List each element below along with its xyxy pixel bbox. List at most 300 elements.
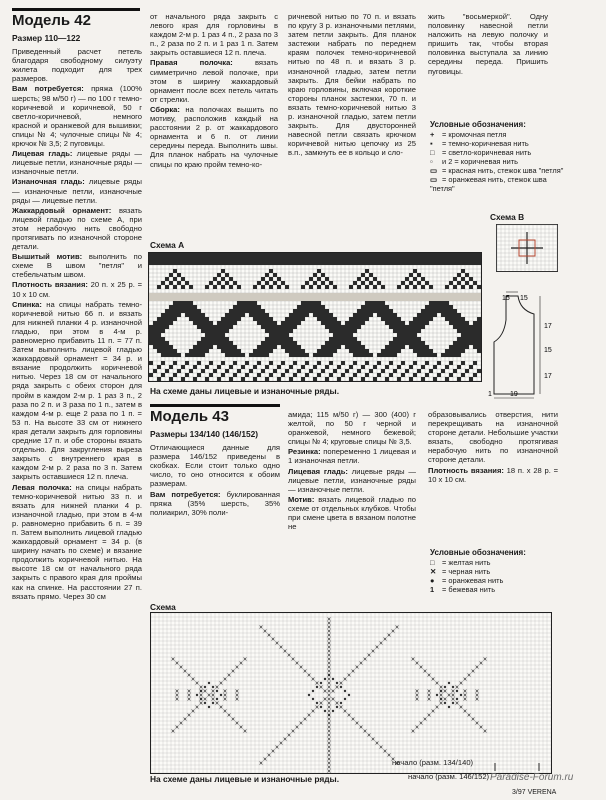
scheme-a-cell	[189, 317, 193, 321]
scheme-a-cell	[477, 341, 481, 345]
scheme-a-cell	[337, 297, 341, 301]
col2-paragraph	[150, 12, 278, 57]
scheme-a-cell	[201, 349, 205, 353]
legend-43-item	[430, 558, 560, 567]
m43-dot	[340, 686, 342, 688]
scheme-a-cell	[173, 301, 177, 305]
scheme-a-cell	[293, 373, 297, 377]
scheme-a-cell	[205, 285, 209, 289]
scheme-a-cell	[425, 317, 429, 321]
scheme-a-cell	[405, 333, 409, 337]
scheme-a-cell	[193, 353, 197, 357]
m43-cross	[312, 710, 315, 713]
dim-top2: 15	[520, 295, 528, 302]
legend-42-symbol: ▭	[430, 175, 437, 184]
scheme-a-cell	[185, 309, 189, 313]
scheme-a-cell	[417, 297, 421, 301]
scheme-a-cell	[369, 273, 373, 277]
scheme-a-cell	[413, 285, 417, 289]
scheme-a-cell	[365, 305, 369, 309]
scheme-a-cell	[397, 297, 401, 301]
scheme-a-cell	[309, 257, 313, 261]
scheme-a-cell	[149, 297, 153, 301]
scheme-a-cell	[449, 313, 453, 317]
scheme-a-cell	[413, 337, 417, 341]
m43-cross	[432, 710, 435, 713]
scheme-a-cell	[433, 301, 437, 305]
scheme-a-cell	[225, 253, 229, 257]
scheme-a-cell	[245, 261, 249, 265]
scheme-a-cell	[405, 369, 409, 373]
scheme-a-cell	[429, 293, 433, 297]
scheme-a-cell	[305, 353, 309, 357]
m43-cross	[264, 758, 267, 761]
scheme-a-cell	[421, 313, 425, 317]
scheme-a-cell	[257, 297, 261, 301]
m43-cross	[480, 662, 483, 665]
scheme-a-cell	[313, 281, 317, 285]
m42-text: лицевые ряды — изнаночные петли, изнаночные ряды — лицевые петли.	[12, 177, 142, 205]
scheme-a-cell	[473, 281, 477, 285]
scheme-a-cell	[373, 285, 377, 289]
scheme-a-cell	[313, 309, 317, 313]
scheme-a-cell	[313, 253, 317, 257]
scheme-a-cell	[261, 309, 265, 313]
scheme-a-cell	[237, 317, 241, 321]
scheme-a-cell	[393, 297, 397, 301]
legend-43-item	[430, 567, 560, 576]
m43-cross	[416, 698, 419, 701]
scheme-a-cell	[293, 345, 297, 349]
scheme-a-cell	[405, 277, 409, 281]
scheme-a-cell	[461, 261, 465, 265]
scheme-a-cell	[197, 373, 201, 377]
scheme-a-cell	[421, 325, 425, 329]
m43-cross	[332, 698, 335, 701]
scheme-a-cell	[353, 361, 357, 365]
scheme-a-cell	[453, 257, 457, 261]
col4-paragraph	[428, 12, 548, 76]
scheme-a-cell	[385, 261, 389, 265]
scheme-a-cell	[321, 305, 325, 309]
legend-42-symbol: ▪	[430, 139, 433, 148]
scheme-a-cell	[265, 341, 269, 345]
m42-sections	[12, 84, 142, 600]
m43-dot	[336, 682, 338, 684]
m43-cross	[344, 678, 347, 681]
scheme-a-svg	[149, 253, 481, 381]
scheme-a-cell	[253, 377, 257, 381]
scheme-a-cell	[265, 313, 269, 317]
m43-cross	[432, 678, 435, 681]
start-label-134: начало (разм. 134/140)	[392, 758, 474, 767]
scheme-a-cell	[201, 317, 205, 321]
scheme-a-cell	[333, 257, 337, 261]
scheme-a-cell	[281, 281, 285, 285]
m43-dot	[212, 702, 214, 704]
scheme-a-cell	[277, 365, 281, 369]
scheme-a-cell	[273, 337, 277, 341]
m43-cross	[328, 630, 331, 633]
scheme-a-cell	[329, 353, 333, 357]
m43-cross	[328, 710, 331, 713]
scheme-a-cell	[161, 325, 165, 329]
scheme-a-cell	[317, 361, 321, 365]
scheme-a-cell	[445, 297, 449, 301]
m43-col2-lead: Лицевая гладь:	[288, 466, 348, 476]
scheme-a-cell	[437, 293, 441, 297]
scheme-a-cell	[453, 297, 457, 301]
scheme-a-cell	[465, 321, 469, 325]
scheme-a-cell	[477, 261, 481, 265]
scheme-a-cell	[153, 321, 157, 325]
scheme-a-cell	[417, 325, 421, 329]
scheme-a-cell	[161, 329, 165, 333]
scheme-a-cell	[461, 345, 465, 349]
scheme-a-cell	[169, 261, 173, 265]
scheme-a-cell	[345, 321, 349, 325]
scheme-a-cell	[397, 329, 401, 333]
m43-cross	[328, 670, 331, 673]
scheme-a-cell	[321, 353, 325, 357]
scheme-a-cell	[317, 305, 321, 309]
scheme-a-cell	[209, 253, 213, 257]
scheme-a-cell	[469, 285, 473, 289]
scheme-a-cell	[425, 261, 429, 265]
scheme-a-cell	[445, 261, 449, 265]
legend-42-item	[430, 130, 570, 139]
scheme-a-cell	[237, 353, 241, 357]
scheme-a-cell	[181, 309, 185, 313]
scheme-a-cell	[425, 373, 429, 377]
scheme-a-cell	[321, 257, 325, 261]
scheme-a-cell	[205, 317, 209, 321]
scheme-a-cell	[261, 257, 265, 261]
scheme-a-cell	[305, 253, 309, 257]
m43-cross	[200, 694, 203, 697]
m43-cross	[328, 638, 331, 641]
scheme-a-cell	[421, 261, 425, 265]
scheme-a-cell	[341, 261, 345, 265]
scheme-a-cell	[465, 329, 469, 333]
scheme-a-cell	[333, 341, 337, 345]
scheme-a-cell	[317, 353, 321, 357]
scheme-a-cell	[361, 317, 365, 321]
scheme-a-cell	[449, 353, 453, 357]
m43-scheme-svg	[151, 613, 551, 773]
scheme-a-cell	[165, 309, 169, 313]
scheme-a-cell	[349, 293, 353, 297]
m43-cross	[480, 726, 483, 729]
scheme-a-cell	[305, 361, 309, 365]
scheme-a-cell	[221, 341, 225, 345]
m43-cross	[436, 682, 439, 685]
scheme-a-cell	[293, 309, 297, 313]
scheme-a-cell	[285, 257, 289, 261]
scheme-a-cell	[197, 257, 201, 261]
scheme-a-cell	[153, 253, 157, 257]
col2-text: вязать симметрично левой полочке, при этом в ширину жаккардовый орнамент после всех петель читать от стрелки.	[150, 58, 278, 104]
scheme-a-cell	[173, 349, 177, 353]
scheme-a-cell	[465, 345, 469, 349]
scheme-a-cell	[313, 301, 317, 305]
scheme-a-cell	[177, 257, 181, 261]
scheme-a-cell	[157, 329, 161, 333]
scheme-a-cell	[457, 377, 461, 381]
scheme-a-cell	[285, 349, 289, 353]
scheme-a-cell	[453, 285, 457, 289]
scheme-a-cell	[409, 341, 413, 345]
scheme-a-cell	[349, 345, 353, 349]
scheme-a-cell	[285, 369, 289, 373]
scheme-a-cell	[329, 345, 333, 349]
scheme-a-cell	[301, 285, 305, 289]
scheme-a-cell	[405, 325, 409, 329]
scheme-a-cell	[213, 261, 217, 265]
scheme-a-cell	[409, 281, 413, 285]
scheme-a-cell	[417, 321, 421, 325]
scheme-a-cell	[269, 257, 273, 261]
legend-42-item	[430, 157, 570, 166]
scheme-a-cell	[429, 285, 433, 289]
scheme-a-cell	[313, 377, 317, 381]
scheme-a-cell	[329, 373, 333, 377]
scheme-a-cell	[429, 353, 433, 357]
scheme-a-cell	[225, 293, 229, 297]
scheme-a-cell	[421, 341, 425, 345]
scheme-a-cell	[429, 261, 433, 265]
scheme-a-cell	[249, 297, 253, 301]
m43-cross	[472, 670, 475, 673]
scheme-a-cell	[217, 345, 221, 349]
scheme-a-cell	[449, 349, 453, 353]
scheme-a-cell	[205, 377, 209, 381]
scheme-a-cell	[409, 333, 413, 337]
m42-intro: Приведенный расчет петель благодаря свободному силуэту жилета подходит для трех размеров.	[12, 47, 142, 84]
scheme-a-cell	[173, 257, 177, 261]
scheme-a-cell	[317, 261, 321, 265]
scheme-a-cell	[197, 353, 201, 357]
scheme-a-cell	[281, 261, 285, 265]
scheme-a-cell	[417, 345, 421, 349]
scheme-a-cell	[421, 377, 425, 381]
scheme-a-cell	[417, 329, 421, 333]
scheme-a-cell	[229, 257, 233, 261]
m43-cross	[320, 702, 323, 705]
scheme-a-cell	[377, 373, 381, 377]
col2-lead: Сборка:	[150, 104, 180, 114]
scheme-a-cell	[265, 377, 269, 381]
scheme-a-cell	[173, 269, 177, 273]
m43-cross	[476, 722, 479, 725]
scheme-a-cell	[401, 333, 405, 337]
scheme-a-cell	[381, 317, 385, 321]
scheme-a-cell	[357, 317, 361, 321]
scheme-a-cell	[333, 321, 337, 325]
m42-text: на спицы набрать темно-коричневой нитью 33 п. и вязать для нижней планки 4 р. изнаночной гладью, при этом в 4-м р. равномерно прибавить 6 п. = 39 п. Затем выполнить лицевой гладью жаккардовый орнамент = 34 р. (в ширину начать по схеме) и вязание продолжить коричневой нитью. На высоте 18 см от начального ряда закрыть с правого края для проймы как на спинке. На расстоянии 27 п. вязать прямо. Через 30 см	[12, 482, 142, 601]
col3-paragraph	[288, 12, 416, 158]
scheme-a-cell	[257, 281, 261, 285]
scheme-a-cell	[265, 321, 269, 325]
scheme-a-cell	[189, 349, 193, 353]
scheme-a-cell	[393, 313, 397, 317]
scheme-a-cell	[229, 313, 233, 317]
scheme-a-cell	[453, 313, 457, 317]
m43-dot	[204, 686, 206, 688]
scheme-a-cell	[441, 369, 445, 373]
scheme-a-cell	[321, 369, 325, 373]
scheme-a-cell	[221, 337, 225, 341]
scheme-a-cell	[269, 361, 273, 365]
scheme-a-cell	[177, 369, 181, 373]
scheme-a-cell	[229, 317, 233, 321]
scheme-a-cell	[149, 261, 153, 265]
scheme-a-cell	[405, 337, 409, 341]
scheme-a-cell	[453, 345, 457, 349]
scheme-a-cell	[209, 257, 213, 261]
scheme-a-cell	[269, 293, 273, 297]
scheme-a-cell	[449, 297, 453, 301]
scheme-a-cell	[165, 313, 169, 317]
scheme-a-cell	[181, 365, 185, 369]
scheme-a-cell	[361, 377, 365, 381]
m43-col2-lead: Резинка:	[288, 447, 321, 457]
m43-title: Модель 43	[150, 408, 229, 425]
scheme-a-cell	[365, 277, 369, 281]
scheme-a-cell	[353, 373, 357, 377]
scheme-a-cell	[405, 329, 409, 333]
scheme-a-cell	[233, 373, 237, 377]
scheme-a-cell	[377, 253, 381, 257]
scheme-a-cell	[173, 261, 177, 265]
scheme-a-cell	[301, 301, 305, 305]
scheme-a-cell	[293, 321, 297, 325]
scheme-a-cell	[285, 261, 289, 265]
scheme-a-cell	[349, 365, 353, 369]
scheme-a-cell	[461, 285, 465, 289]
scheme-a-cell	[433, 253, 437, 257]
scheme-a-cell	[397, 337, 401, 341]
scheme-a-cell	[253, 349, 257, 353]
scheme-a-cell	[241, 313, 245, 317]
m43-cross	[268, 634, 271, 637]
scheme-a-cell	[309, 301, 313, 305]
m43-col2-text: попеременно 1 лицевая и 1 изнаночная петли.	[288, 447, 416, 466]
m43-cross	[268, 754, 271, 757]
scheme-a-cell	[257, 261, 261, 265]
scheme-a-cell	[345, 369, 349, 373]
dim-bottom2: 1	[488, 391, 492, 398]
m43-cross	[216, 702, 219, 705]
scheme-a-cell	[153, 341, 157, 345]
m43-cross	[328, 754, 331, 757]
scheme-a-cell	[321, 281, 325, 285]
scheme-a-cell	[457, 329, 461, 333]
scheme-a-cell	[473, 333, 477, 337]
scheme-a-cell	[413, 297, 417, 301]
scheme-a-cell	[469, 293, 473, 297]
scheme-a-cell	[277, 297, 281, 301]
scheme-a-cell	[269, 345, 273, 349]
m43-cross	[240, 726, 243, 729]
scheme-a-cell	[281, 373, 285, 377]
scheme-a-cell	[437, 301, 441, 305]
scheme-a-cell	[401, 261, 405, 265]
scheme-a-cell	[457, 261, 461, 265]
scheme-a-cell	[321, 321, 325, 325]
scheme-a-cell	[381, 297, 385, 301]
scheme-a-cell	[161, 313, 165, 317]
scheme-a-cell	[437, 305, 441, 309]
col3-sections	[288, 12, 416, 158]
m43-cross	[464, 710, 467, 713]
m43-cross	[476, 694, 479, 697]
scheme-a-cell	[197, 313, 201, 317]
scheme-a-cell	[465, 325, 469, 329]
m43-materials	[150, 490, 280, 517]
scheme-a-cell	[413, 269, 417, 273]
m43-col3-lead: Плотность вязания:	[428, 465, 504, 475]
scheme-a-cell	[229, 253, 233, 257]
m43-dot	[452, 702, 454, 704]
scheme-a-cell	[301, 313, 305, 317]
m43-cross	[288, 734, 291, 737]
scheme-a-cell	[313, 293, 317, 297]
scheme-a-cell	[153, 325, 157, 329]
m42-paragraph	[12, 206, 142, 251]
scheme-a-cell	[201, 353, 205, 357]
scheme-a-cell	[353, 313, 357, 317]
scheme-a-cell	[221, 317, 225, 321]
scheme-a-cell	[413, 349, 417, 353]
m42-paragraph	[12, 280, 142, 298]
scheme-a-cell	[197, 261, 201, 265]
scheme-a-cell	[413, 317, 417, 321]
scheme-a-cell	[253, 297, 257, 301]
scheme-a-cell	[265, 365, 269, 369]
scheme-a-cell	[457, 293, 461, 297]
m43-cross	[384, 638, 387, 641]
scheme-a-cell	[465, 293, 469, 297]
scheme-a-cell	[425, 293, 429, 297]
m43-col3-sections	[428, 410, 558, 484]
scheme-a-cell	[385, 253, 389, 257]
scheme-a-cell	[449, 293, 453, 297]
scheme-a-cell	[185, 257, 189, 261]
scheme-a-cell	[293, 297, 297, 301]
scheme-a-cell	[353, 345, 357, 349]
scheme-a-cell	[421, 285, 425, 289]
scheme-a-cell	[381, 301, 385, 305]
scheme-a-cell	[473, 329, 477, 333]
scheme-a-cell	[305, 309, 309, 313]
scheme-a-cell	[321, 345, 325, 349]
m43-cross	[328, 730, 331, 733]
scheme-a-cell	[361, 321, 365, 325]
scheme-a-cell	[409, 253, 413, 257]
m43-cross	[220, 706, 223, 709]
scheme-a-cell	[161, 349, 165, 353]
legend-42-text: = красная нить, стежок шва "петля"	[440, 166, 564, 175]
scheme-a-cell	[349, 377, 353, 381]
scheme-a-cell	[161, 261, 165, 265]
scheme-a-cell	[241, 309, 245, 313]
start-label-146: начало (разм. 146/152)	[408, 772, 490, 781]
m43-cross	[476, 698, 479, 701]
scheme-a-cell	[461, 361, 465, 365]
m42-column-4	[428, 12, 548, 77]
m43-cross	[372, 738, 375, 741]
